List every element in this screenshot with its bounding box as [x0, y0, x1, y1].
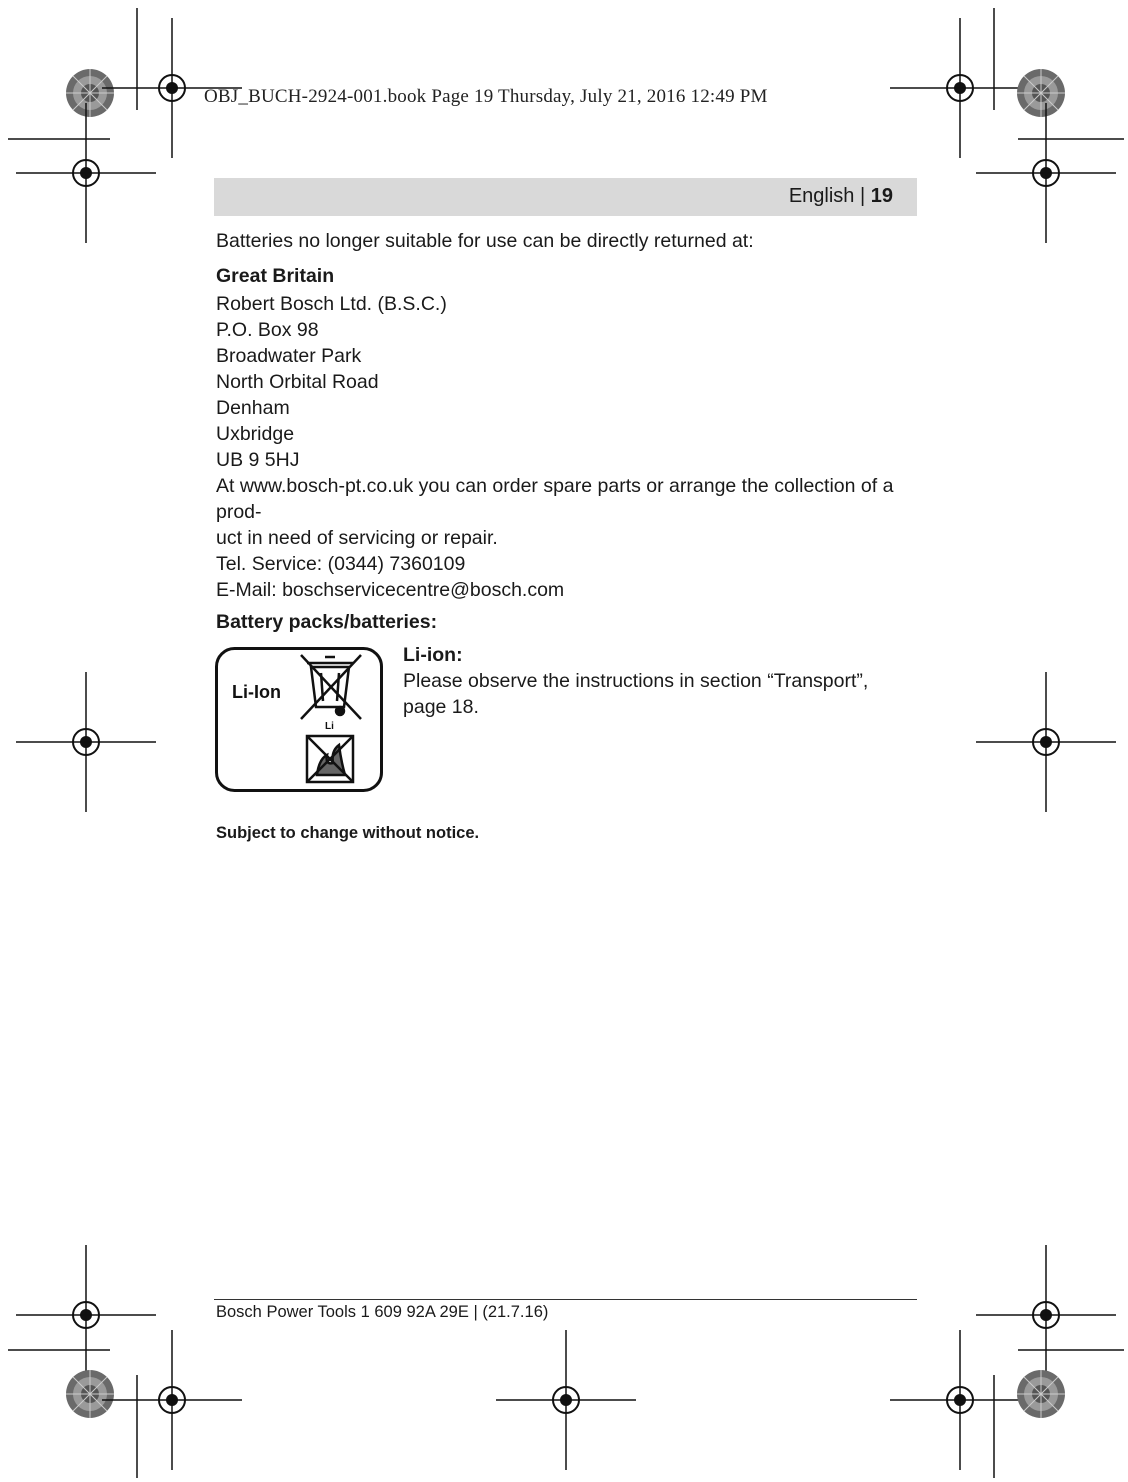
- print-job-header: OBJ_BUCH-2924-001.book Page 19 Thursday, July 21, 2016 12:49 PM: [204, 86, 768, 107]
- registration-mark-right-upper: [976, 103, 1116, 243]
- rosette-mark-top-right: [1017, 69, 1065, 117]
- rosette-mark-bottom-right: [1017, 1370, 1065, 1418]
- symbol-label: Li-Ion: [232, 682, 281, 702]
- change-notice: Subject to change without notice.: [216, 824, 480, 842]
- li-ion-text-line-1: Please observe the instructions in section “Transport”,: [403, 670, 869, 692]
- rosette-mark-bottom-left: [66, 1370, 114, 1418]
- registration-mark-left-lower: [16, 1245, 156, 1385]
- address-line: UB 9 5HJ: [216, 449, 300, 471]
- registration-mark-bottom-right: [890, 1330, 1030, 1470]
- address-line: North Orbital Road: [216, 371, 379, 393]
- page-number: 19: [870, 185, 893, 207]
- registration-mark-right-middle: [976, 672, 1116, 812]
- footer-divider: [214, 1299, 917, 1300]
- battery-section-heading: Battery packs/batteries:: [216, 611, 438, 633]
- registration-mark-left-upper: [16, 103, 156, 243]
- registration-mark-bottom-center: [496, 1330, 636, 1470]
- language-label: English: [788, 185, 855, 207]
- address-line: P.O. Box 98: [216, 319, 319, 341]
- intro-text: Batteries no longer suitable for use can be directly returned at:: [216, 230, 754, 252]
- email-text: E-Mail: boschservicecentre@bosch.com: [216, 579, 565, 601]
- registration-mark-top-right: [890, 18, 1030, 158]
- li-ion-text-line-2: page 18.: [403, 696, 479, 718]
- registration-mark-left-middle: [16, 672, 156, 812]
- address-line: Robert Bosch Ltd. (B.S.C.): [216, 293, 447, 315]
- phone-text: Tel. Service: (0344) 7360109: [216, 553, 466, 575]
- li-ion-heading: Li-ion:: [403, 644, 463, 666]
- address-line: Broadwater Park: [216, 345, 362, 367]
- symbol-sub-label: Li: [325, 721, 334, 732]
- page-header-bar: [214, 178, 917, 216]
- address-line: Uxbridge: [216, 423, 295, 445]
- address-block: [216, 291, 916, 603]
- registration-mark-right-lower: [976, 1245, 1116, 1385]
- header-separator: |: [854, 185, 871, 207]
- address-line: Denham: [216, 397, 290, 419]
- website-text-line-1: At www.bosch-pt.co.uk you can order spare parts or arrange the collection of a prod-: [216, 475, 894, 523]
- page-header-label: [789, 185, 893, 208]
- page-footer: Bosch Power Tools 1 609 92A 29E | (21.7.16): [216, 1303, 549, 1321]
- li-ion-disposal-symbol: [215, 647, 383, 792]
- rosette-mark-top-left: [66, 69, 114, 117]
- region-heading: Great Britain: [216, 265, 335, 287]
- li-ion-info: [403, 642, 903, 720]
- registration-mark-bottom-left: [102, 1330, 242, 1470]
- main-content: [216, 228, 916, 603]
- website-text-line-2: uct in need of servicing or repair.: [216, 527, 498, 549]
